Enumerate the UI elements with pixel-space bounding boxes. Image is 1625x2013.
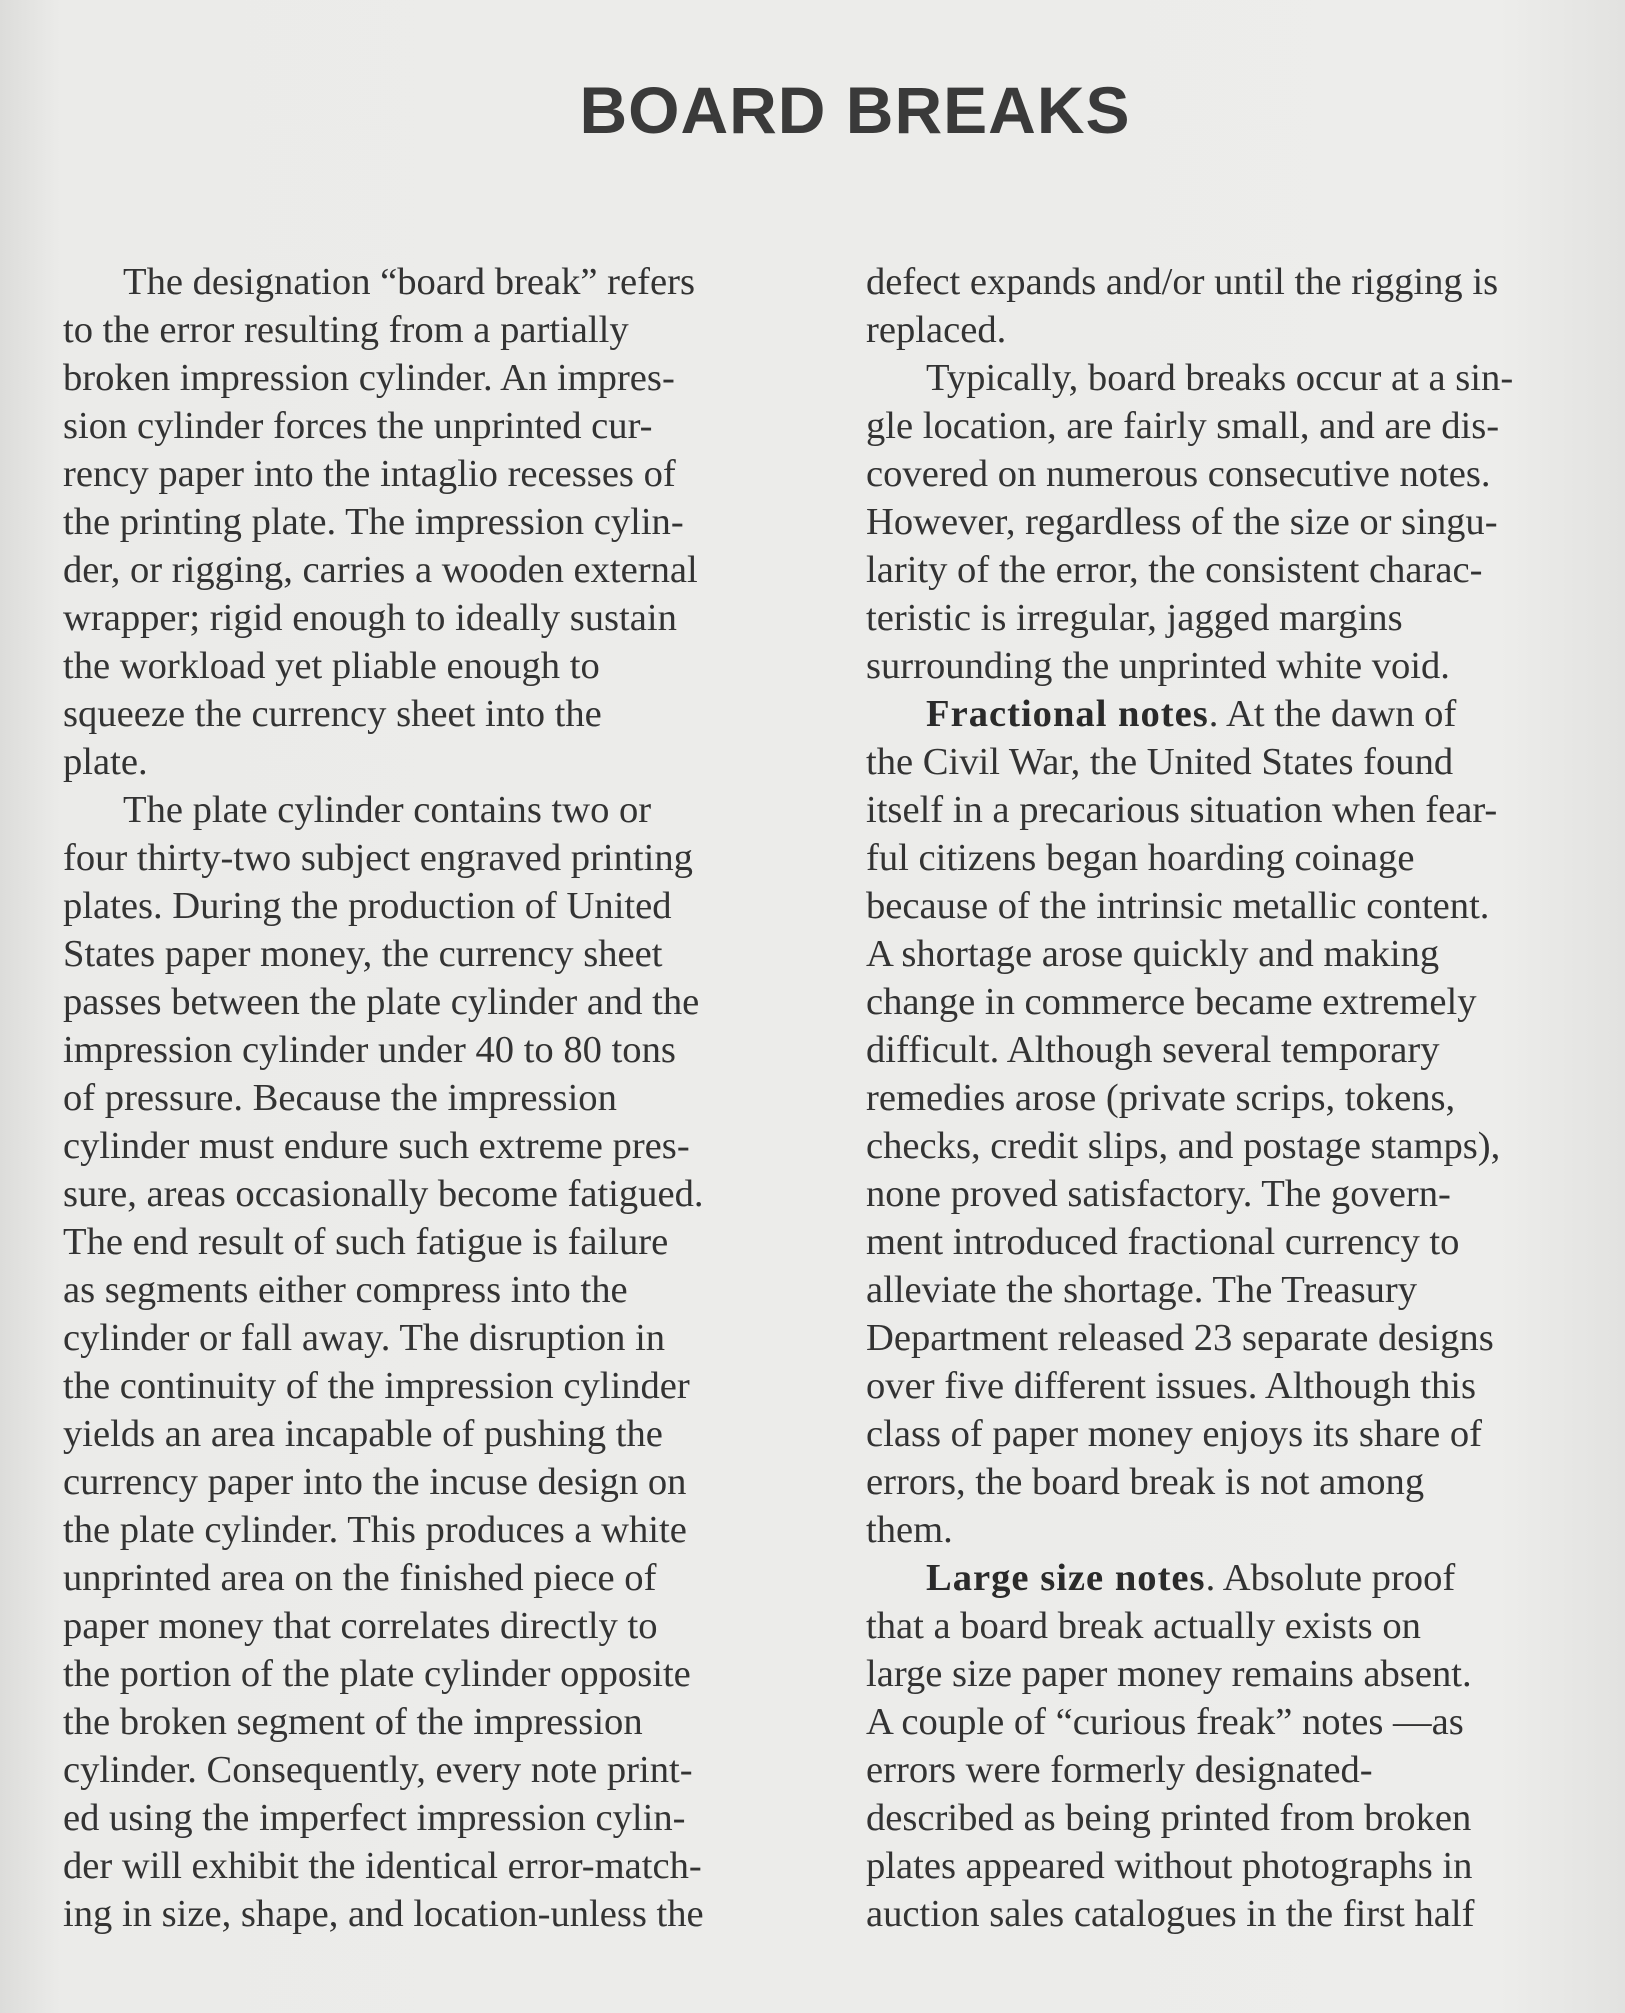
- text-line: [866, 882, 1616, 930]
- text-line: [63, 1794, 823, 1842]
- line-text: cylinder. Consequently, every note print-: [63, 1749, 693, 1791]
- line-text: ment introduced fractional currency to: [866, 1221, 1460, 1263]
- line-text: errors, the board break is not among: [866, 1461, 1425, 1503]
- line-text: larity of the error, the consistent charac-: [866, 549, 1483, 591]
- text-line: [866, 1554, 1616, 1602]
- right-text-column: [866, 258, 1616, 1938]
- text-line: [866, 1746, 1616, 1794]
- line-text: The plate cylinder contains two or: [123, 789, 652, 831]
- text-line: [866, 1794, 1616, 1842]
- line-text: them.: [866, 1509, 953, 1551]
- text-line: [866, 1698, 1616, 1746]
- line-text: However, regardless of the size or singu-: [866, 501, 1498, 543]
- text-line: [866, 402, 1616, 450]
- line-text: A shortage arose quickly and making: [866, 933, 1440, 975]
- text-line: [866, 978, 1616, 1026]
- text-line: [63, 498, 823, 546]
- text-line: [63, 1842, 823, 1890]
- line-text: Typically, board breaks occur at a sin-: [926, 357, 1514, 399]
- text-line: [866, 546, 1616, 594]
- text-line: [63, 354, 823, 402]
- line-text: The end result of such fatigue is failure: [63, 1221, 669, 1263]
- line-text: the plate cylinder. This produces a white: [63, 1509, 687, 1551]
- line-text: wrapper; rigid enough to ideally sustain: [63, 597, 677, 639]
- line-text: currency paper into the incuse design on: [63, 1461, 687, 1503]
- text-line: [63, 1650, 823, 1698]
- text-line: [866, 1122, 1616, 1170]
- line-text: difficult. Although several temporary: [866, 1029, 1440, 1071]
- text-line: [63, 306, 823, 354]
- line-text: . At the dawn of: [1208, 693, 1457, 735]
- line-text: ing in size, shape, and location-unless the: [63, 1893, 704, 1935]
- line-text: none proved satisfactory. The govern-: [866, 1173, 1451, 1215]
- line-text: the printing plate. The impression cylin-: [63, 501, 684, 543]
- line-text: cylinder must endure such extreme pres-: [63, 1125, 690, 1167]
- text-line: [866, 642, 1616, 690]
- text-line: [866, 1362, 1616, 1410]
- text-line: [866, 1026, 1616, 1074]
- line-text: that a board break actually exists on: [866, 1605, 1421, 1647]
- line-text: sure, areas occasionally become fatigued.: [63, 1173, 704, 1215]
- left-text-column: [63, 258, 823, 1938]
- text-line: [63, 930, 823, 978]
- text-line: [63, 690, 823, 738]
- text-line: [63, 1410, 823, 1458]
- text-line: [63, 1266, 823, 1314]
- line-text: the continuity of the impression cylinder: [63, 1365, 690, 1407]
- text-line: [63, 642, 823, 690]
- line-text: paper money that correlates directly to: [63, 1605, 658, 1647]
- text-line: [63, 1458, 823, 1506]
- text-line: [866, 1266, 1616, 1314]
- text-line: [866, 1170, 1616, 1218]
- line-text: alleviate the shortage. The Treasury: [866, 1269, 1418, 1311]
- line-text: surrounding the unprinted white void.: [866, 645, 1450, 687]
- line-text: squeeze the currency sheet into the: [63, 693, 602, 735]
- text-line: [63, 450, 823, 498]
- line-text: auction sales catalogues in the first half: [866, 1893, 1475, 1935]
- text-line: [866, 786, 1616, 834]
- text-line: [866, 450, 1616, 498]
- line-text: to the error resulting from a partially: [63, 309, 629, 351]
- section-rubric: Large size notes: [926, 1557, 1206, 1599]
- text-line: [63, 1362, 823, 1410]
- line-text: errors were formerly designated-: [866, 1749, 1373, 1791]
- line-text: the broken segment of the impression: [63, 1701, 643, 1743]
- text-line: [866, 1602, 1616, 1650]
- line-text: A couple of “curious freak” notes —as: [866, 1701, 1464, 1743]
- text-line: [63, 546, 823, 594]
- line-text: checks, credit slips, and postage stamps),: [866, 1125, 1501, 1167]
- line-text: gle location, are fairly small, and are dis-: [866, 405, 1500, 447]
- text-line: [866, 1842, 1616, 1890]
- text-line: [866, 1650, 1616, 1698]
- text-line: [63, 1026, 823, 1074]
- text-line: [63, 1698, 823, 1746]
- line-text: unprinted area on the finished piece of: [63, 1557, 657, 1599]
- line-text: because of the intrinsic metallic content.: [866, 885, 1490, 927]
- text-line: [866, 1074, 1616, 1122]
- text-line: [63, 1746, 823, 1794]
- line-text: sion cylinder forces the unprinted cur-: [63, 405, 653, 447]
- line-text: replaced.: [866, 309, 1007, 351]
- line-text: four thirty-two subject engraved printing: [63, 837, 693, 879]
- line-text: . Absolute proof: [1205, 1557, 1456, 1599]
- text-line: [63, 1506, 823, 1554]
- text-line: [63, 594, 823, 642]
- text-line: [866, 498, 1616, 546]
- line-text: the Civil War, the United States found: [866, 741, 1454, 783]
- line-text: plate.: [63, 741, 148, 783]
- text-line: [866, 306, 1616, 354]
- text-line: [63, 882, 823, 930]
- text-line: [866, 930, 1616, 978]
- text-line: [866, 738, 1616, 786]
- section-rubric: Fractional notes: [926, 693, 1209, 735]
- text-line: [63, 1314, 823, 1362]
- text-line: [63, 1602, 823, 1650]
- text-line: [63, 834, 823, 882]
- line-text: der, or rigging, carries a wooden external: [63, 549, 698, 591]
- text-line: [63, 1122, 823, 1170]
- text-line: [63, 738, 823, 786]
- line-text: ful citizens began hoarding coinage: [866, 837, 1415, 879]
- line-text: The designation “board break” refers: [123, 261, 695, 303]
- text-line: [63, 258, 823, 306]
- text-line: [866, 1890, 1616, 1938]
- line-text: yields an area incapable of pushing the: [63, 1413, 663, 1455]
- text-line: [866, 834, 1616, 882]
- line-text: remedies arose (private scrips, tokens,: [866, 1077, 1456, 1119]
- line-text: ed using the imperfect impression cylin-: [63, 1797, 686, 1839]
- line-text: over five different issues. Although this: [866, 1365, 1477, 1407]
- page-title: BOARD BREAKS: [579, 73, 1131, 147]
- text-line: [866, 1506, 1616, 1554]
- line-text: the portion of the plate cylinder opposite: [63, 1653, 691, 1695]
- line-text: broken impression cylinder. An impres-: [63, 357, 675, 399]
- line-text: the workload yet pliable enough to: [63, 645, 600, 687]
- line-text: as segments either compress into the: [63, 1269, 628, 1311]
- line-text: cylinder or fall away. The disruption in: [63, 1317, 666, 1359]
- text-line: [866, 1314, 1616, 1362]
- line-text: States paper money, the currency sheet: [63, 933, 663, 975]
- text-line: [866, 1458, 1616, 1506]
- line-text: defect expands and/or until the rigging is: [866, 261, 1499, 303]
- line-text: plates. During the production of United: [63, 885, 672, 927]
- text-line: [63, 402, 823, 450]
- text-line: [866, 258, 1616, 306]
- line-text: Department released 23 separate designs: [866, 1317, 1494, 1359]
- line-text: rency paper into the intaglio recesses of: [63, 453, 676, 495]
- line-text: covered on numerous consecutive notes.: [866, 453, 1491, 495]
- text-line: [63, 1554, 823, 1602]
- line-text: passes between the plate cylinder and the: [63, 981, 700, 1023]
- text-line: [866, 690, 1616, 738]
- text-line: [63, 1218, 823, 1266]
- text-line: [866, 594, 1616, 642]
- line-text: described as being printed from broken: [866, 1797, 1472, 1839]
- line-text: plates appeared without photographs in: [866, 1845, 1473, 1887]
- text-line: [63, 1890, 823, 1938]
- line-text: of pressure. Because the impression: [63, 1077, 617, 1119]
- text-line: [866, 1218, 1616, 1266]
- line-text: der will exhibit the identical error-match-: [63, 1845, 702, 1887]
- line-text: impression cylinder under 40 to 80 tons: [63, 1029, 676, 1071]
- line-text: large size paper money remains absent.: [866, 1653, 1472, 1695]
- line-text: itself in a precarious situation when fear-: [866, 789, 1498, 831]
- text-line: [63, 1170, 823, 1218]
- text-line: [63, 978, 823, 1026]
- line-text: class of paper money enjoys its share of: [866, 1413, 1483, 1455]
- text-line: [63, 1074, 823, 1122]
- line-text: teristic is irregular, jagged margins: [866, 597, 1403, 639]
- line-text: change in commerce became extremely: [866, 981, 1477, 1023]
- text-line: [866, 1410, 1616, 1458]
- text-line: [63, 786, 823, 834]
- text-line: [866, 354, 1616, 402]
